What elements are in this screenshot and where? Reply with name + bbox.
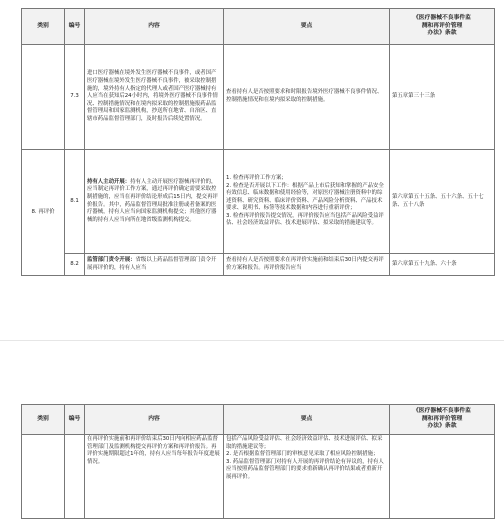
header-category: 类别 [22,9,65,45]
row-points: 1. 检查再评价工作方案； 2. 检查是否开展以下工作：根据产品上市后获知和掌握的产品安全有效信息、临床数据和使用经验等，对原医疗器械注册资料中的综述资料、研究资料、临床评价资料、产品风险分析资料、产品技术要求、说明书、标签等技术数据和内容进行重新评价； 3. 检查再评价报告提交情况，再评价报告应当包括产品风险受益评估、社会经济效益评估、技术进展评估、拟采取的措施建议等。 [224,150,390,254]
row-content: 进口医疗器械在境外发生医疗器械不良事件，或者国产医疗器械在境外发生医疗器械不良事件，被采取控制措施的，境外持有人指定的代理人或者国产医疗器械持有人应当在获知后24小时内，将境外医疗器械不良事件情况、控制措施情况和在境内拟采取的控制措施报药品监督管理局和国家监测机构，抄送所在地省、自治区、直辖市药品监督管理部门，及时报告后续处置情况。 [85,45,224,150]
row-content: 监管部门责令开展：省级以上药品监督管理部门责令开展再评价的，持有人应当 [85,254,224,276]
row-content: 持有人主动开展：持有人主动开展医疗器械再评价的，应当制定再评价工作方案，通过再评价确定需要采取控制措施的，应当在再评价结论形成后15日内，提交再评价报告。其中，药品监督管理局批准注册或者备案的医疗器械，持有人应当向国家监测机构提交；其他医疗器械的持有人应当向所在地省级监测机构提交。 [85,150,224,254]
row-number: 8.2 [65,254,85,276]
row-points: 包括产品风险受益评估、社会经济效益评估、技术进展评估、拟采取的措施建议等； 2. 是否根据监督管理部门的审核意见采取了相应风险控制措施； 3. 药品监督管理部门对持有人开展的再评价结论有异议的，持有人应当按照药品监督管理部门的要求重新确认再评价结果或者重新开展再评价。 [224,435,390,519]
header-points: 要点 [224,405,390,435]
row-points: 查看持有人是否按照要求和时限报告境外医疗器械不良事件情况、控制措施情况和在境内拟采取的控制措施。 [224,45,390,150]
row-points: 查看持有人是否按照要求在再评价实施前和结束后30日内提交再评价方案和报告。再评价报告应当 [224,254,390,276]
header-category: 类别 [22,405,65,435]
content-title: 持有人主动开展： [87,178,131,185]
row-content: 在再评价实施前和再评价结束后30日内向相应药品监督管理部门及监测机构提交再评价方案和再评价报告。再评价实施期限超过1年的，持有人应当每年报告年度进展情况。 [85,435,224,519]
content-title: 监管部门责令开展： [87,256,136,263]
table-row [22,254,495,276]
header-number: 编号 [65,405,85,435]
header-number: 编号 [65,9,85,45]
header-law-clause: 《医疗器械不良事件监 测和再评价管理 办法》条款 [390,9,495,45]
page-gap [0,340,504,341]
row-category: 8. 再评价 [22,150,65,276]
row-number: 7.3 [65,45,85,150]
row-clause: 第六章第五十九条、六十条 [390,254,495,276]
header-content: 内容 [85,405,224,435]
row-number: 8.1 [65,150,85,254]
evaluation-table [21,8,495,276]
header-law-clause: 《医疗器械不良事件监 测和再评价管理 办法》条款 [390,405,495,435]
header-content: 内容 [85,9,224,45]
table-row [22,435,495,519]
document-page-2 [0,398,504,526]
table-row [22,150,495,254]
row-clause: 第六章第五十五条、五十六条、五十七条、五十八条 [390,150,495,254]
evaluation-table-continued [21,404,495,519]
table-header-row [22,405,495,435]
table-header-row [22,9,495,45]
header-points: 要点 [224,9,390,45]
table-row [22,45,495,150]
row-clause: 第五章第三十三条 [390,45,495,150]
